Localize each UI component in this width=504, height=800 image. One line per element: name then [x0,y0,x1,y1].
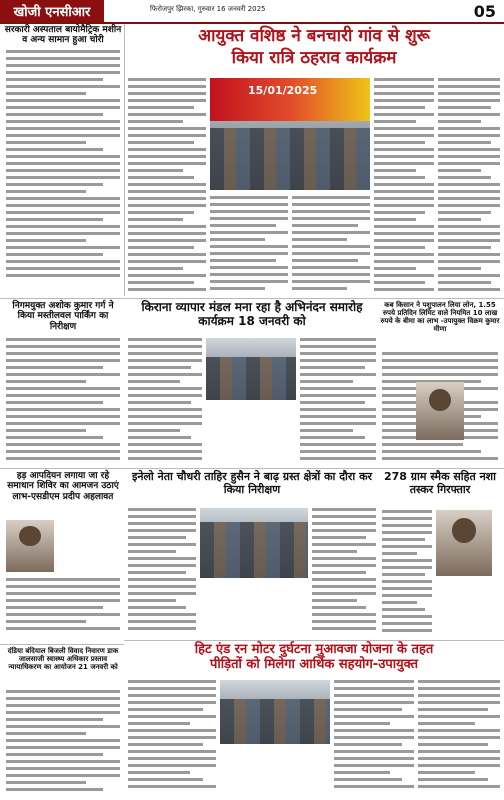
main-story-col2 [210,196,288,296]
main-story-photo [210,78,370,190]
left-top-body [6,50,120,282]
center-lower-body-right [312,508,376,636]
left-mid-body [6,338,120,466]
section-rule-2 [0,468,504,469]
bottom-left-headline-text: दंडिया बंदियाल बिजली विवाद निवारण डाक जालसाजी स्वास्थ्य अधिकार प्रस्ताव न्यायाधिकरण का आयोजन 21 जनवरी को [7,647,119,672]
center-mid-photo-people [206,357,296,400]
right-mid-headline [380,301,500,333]
main-story-col4 [374,78,434,296]
left-lower-headline-text: हड़ आपदियन लगाया जा रहे समाधान शिविर का आमजन उठाएं लाभ-एसडीएम प्रदीप अहलावत [7,471,119,502]
brand-logo: खोजी एनसीआर [0,0,104,22]
center-lower-headline [128,471,376,496]
bottom-left-headline [4,647,122,671]
main-headline-line1: आयुक्त वशिष्ठ ने बनचारी गांव से शुरू [198,26,430,46]
main-story-col1 [128,78,206,296]
official-portrait [416,382,464,440]
left-lower-headline [4,471,122,502]
left-mid-headline-text: निगमयुक्त अशोक कुमार गर्ग ने किया मस्तीलवल पार्किंग का निरीक्षण [12,301,114,332]
page-number: 05 [473,1,496,21]
accused-photo [436,510,492,576]
center-mid-headline-text: किराना व्यापार मंडल मना रहा है अभिनंदन समारोह कार्यक्रम 18 जनवरी को [141,300,363,328]
center-lower-headline-text: इनेलो नेता चौधरी ताहिर हुसैन ने बाढ़ ग्रस्त क्षेत्रों का दौरा कर किया निरीक्षण [131,470,373,496]
event-crowd [210,128,370,190]
center-mid-body-left [128,338,202,466]
right-mid-headline-text: कब किसान ने पशुपालन लिया लोन, 1.55 रुपये प्रतिदिन लिमिट वाले नियमित 10 लाख रुपये के बीमा का लाभ -उपायुक्त विक्रम कुमार मीणा [380,301,500,334]
flood-visit-people [200,522,308,578]
center-lower-body-left [128,508,196,636]
event-banner [210,78,370,121]
left-lower-portrait [6,520,54,572]
bottom-story-col1 [128,680,216,796]
left-top-headline-text: सरकारी अस्पताल बायोमैट्रिक मशीन व अन्य सामान हुआ चोरी [4,25,122,46]
bottom-story-col2 [334,680,414,796]
right-lower-headline-text: 278 ग्राम स्मैक सहित नशा तस्कर गिरफ्तार [383,470,497,496]
right-lower-body [382,510,432,638]
bottom-headline-line1: हिट एंड रन मोटर दुर्घटना मुआवजा योजना के तहत [194,642,434,657]
bottom-left-body [6,690,120,796]
center-mid-photo [206,338,296,400]
bottom-headline [128,643,500,673]
main-headline [128,27,500,68]
left-top-headline [4,25,122,46]
center-mid-headline [128,301,376,329]
bottom-headline-line2: पीड़ितों को मिलेगा आर्थिक सहयोग-उपायुक्त [210,656,418,672]
center-mid-body-right [300,338,376,466]
main-headline-line2: किया रात्रि ठहराव कार्यक्रम [231,47,397,68]
bottom-story-col3 [418,680,500,796]
left-mid-headline [4,301,122,332]
section-rule [0,298,504,299]
column-rule [124,24,125,296]
bottom-story-photo [220,680,330,744]
main-story-col3 [292,196,370,296]
banner-date: 15/01/2025 [248,84,318,97]
right-lower-headline [380,471,500,496]
dateline: फिरोजपुर झिरका, गुरुवार 16 जनवरी 2025 [150,5,266,13]
left-lower-body [6,578,120,638]
section-rule-3 [124,640,504,641]
flood-visit-photo [200,508,308,578]
bottom-story-people [220,699,330,744]
section-rule-4 [0,644,124,645]
masthead [0,0,504,24]
main-story-col5 [438,78,500,296]
